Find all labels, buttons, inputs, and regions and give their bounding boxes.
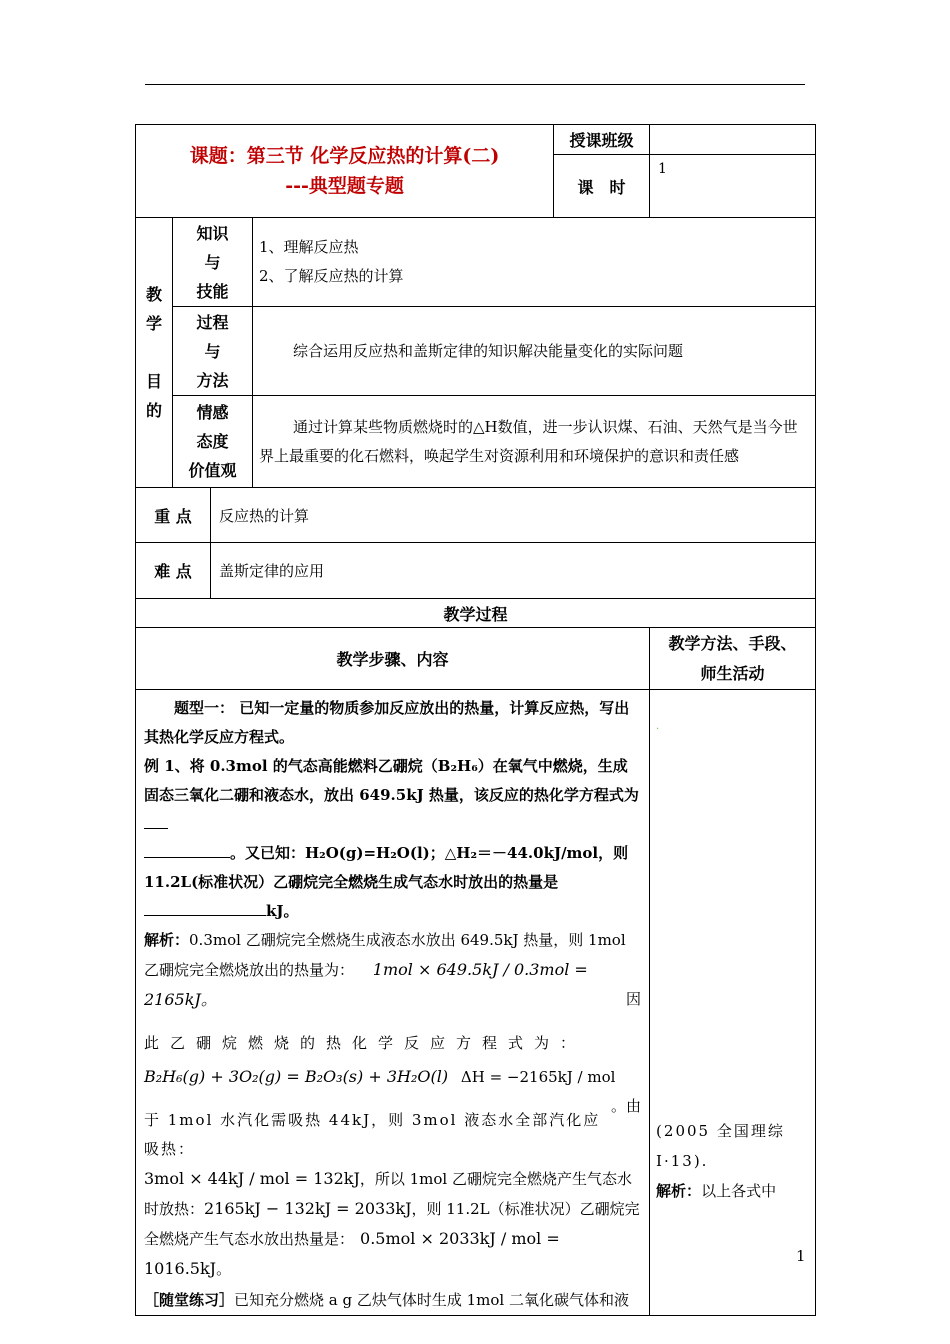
- analysis-vaporization: 于 1mol 水汽化需吸热 44kJ，则 3mol 液态水全部汽化应吸热： 3mol × 44kJ / mol = 132kJ，所以 1mol 乙硼烷完全燃烧产生气态水时放热：2165kJ − 132kJ = 2033kJ，则 11.2L（标准状况）乙硼烷完全燃烧产生气态水放出热量是： 0.5mol × 2033kJ / mol = 1016.5kJ。: [144, 1111, 640, 1278]
- equation-5: 0.5mol × 2033kJ / mol = 1016.5kJ: [144, 1229, 560, 1278]
- difficult-points-value: 盖斯定律的应用: [211, 543, 816, 599]
- lesson-content: [136, 690, 650, 1316]
- header-rule: [145, 84, 805, 85]
- lesson-title: [136, 125, 554, 218]
- goal-knowledge-text: 1、理解反应热 2、了解反应热的计算: [253, 218, 816, 307]
- lesson-title-line2: ---典型题专题: [285, 175, 404, 197]
- practice: ［随堂练习］已知充分燃烧 a g 乙炔气体时生成 1mol 二氧化碳气体和液: [144, 1291, 629, 1309]
- period-value: 1: [650, 155, 816, 218]
- class-value: [650, 125, 816, 155]
- equation-3: 3mol × 44kJ / mol = 132kJ: [144, 1169, 360, 1188]
- equation-2-dh: ΔH = −2165kJ / mol: [460, 1068, 616, 1086]
- class-label: 授课班级: [554, 125, 650, 155]
- goal-attitude-text: 通过计算某些物质燃烧时的△H数值，进一步认识煤、石油、天然气是当今世界上最重要的化石燃料，唤起学生对资源利用和环境保护的意识和责任感: [253, 396, 816, 488]
- method-notes: [650, 690, 816, 1316]
- difficult-points-label: 难 点: [136, 543, 211, 599]
- side-analysis: 解析：以上各式中: [656, 1182, 777, 1200]
- equation-1: 1mol × 649.5kJ / 0.3mol = 2165kJ。: [144, 960, 588, 1009]
- process-title: 教学过程: [136, 599, 816, 628]
- lesson-title-line1: 课题：第三节 化学反应热的计算(二): [189, 145, 500, 167]
- period-label: 课 时: [554, 155, 650, 218]
- green-dot-mark: ·: [656, 724, 660, 735]
- analysis: 解析：0.3mol 乙硼烷完全燃烧生成液态水放出 649.5kJ 热量，则 1mol 乙硼烷完全燃烧放出的热量为： 1mol × 649.5kJ / 0.3mol = 2165kJ。 因: [144, 931, 642, 1009]
- equation-2-line: B₂H₆(g) + 3O₂(g) = B₂O₃(s) + 3H₂O(l) ΔH = −2165kJ / mol 。由: [144, 1067, 642, 1115]
- side-source: (2005 全国理综Ⅰ·13).: [656, 1122, 785, 1170]
- analysis-equation-intro: 此乙硼烷燃烧的热化学反应方程式为：: [144, 1034, 587, 1052]
- key-points-value: 反应热的计算: [211, 488, 816, 543]
- page-number: 1: [796, 1247, 806, 1265]
- example-1: 例 1、将 0.3mol 的气态高能燃料乙硼烷（B₂H₆）在氧气中燃烧，生成固态三氧化二硼和液态水，放出 649.5kJ 热量，该反应的热化学方程式为 。又已知：H₂O(g)=H₂O(l)；△H₂＝－44.0kJ/mol，则 11.2L(标准状况）乙硼烷完全燃烧生成气态水时放出的热量是kJ。: [144, 757, 639, 920]
- type1-heading: 题型一： 已知一定量的物质参加反应放出的热量，计算反应热，写出其热化学反应方程式。: [144, 699, 630, 746]
- goals-main-label: 教 学 目 的: [136, 218, 173, 488]
- method-header: 教学方法、手段、 师生活动: [650, 628, 816, 690]
- key-points-label: 重 点: [136, 488, 211, 543]
- lesson-plan-table: [135, 124, 816, 1316]
- goal-label-attitude: 情感 态度 价值观: [173, 396, 253, 488]
- equation-4: 2165kJ − 132kJ = 2033kJ: [204, 1199, 412, 1218]
- steps-header: 教学步骤、内容: [136, 628, 650, 690]
- goal-process-text: 综合运用反应热和盖斯定律的知识解决能量变化的实际问题: [253, 307, 816, 396]
- goal-label-process: 过程 与 方法: [173, 307, 253, 396]
- equation-2: B₂H₆(g) + 3O₂(g) = B₂O₃(s) + 3H₂O(l): [144, 1067, 449, 1086]
- goal-label-knowledge: 知识 与 技能: [173, 218, 253, 307]
